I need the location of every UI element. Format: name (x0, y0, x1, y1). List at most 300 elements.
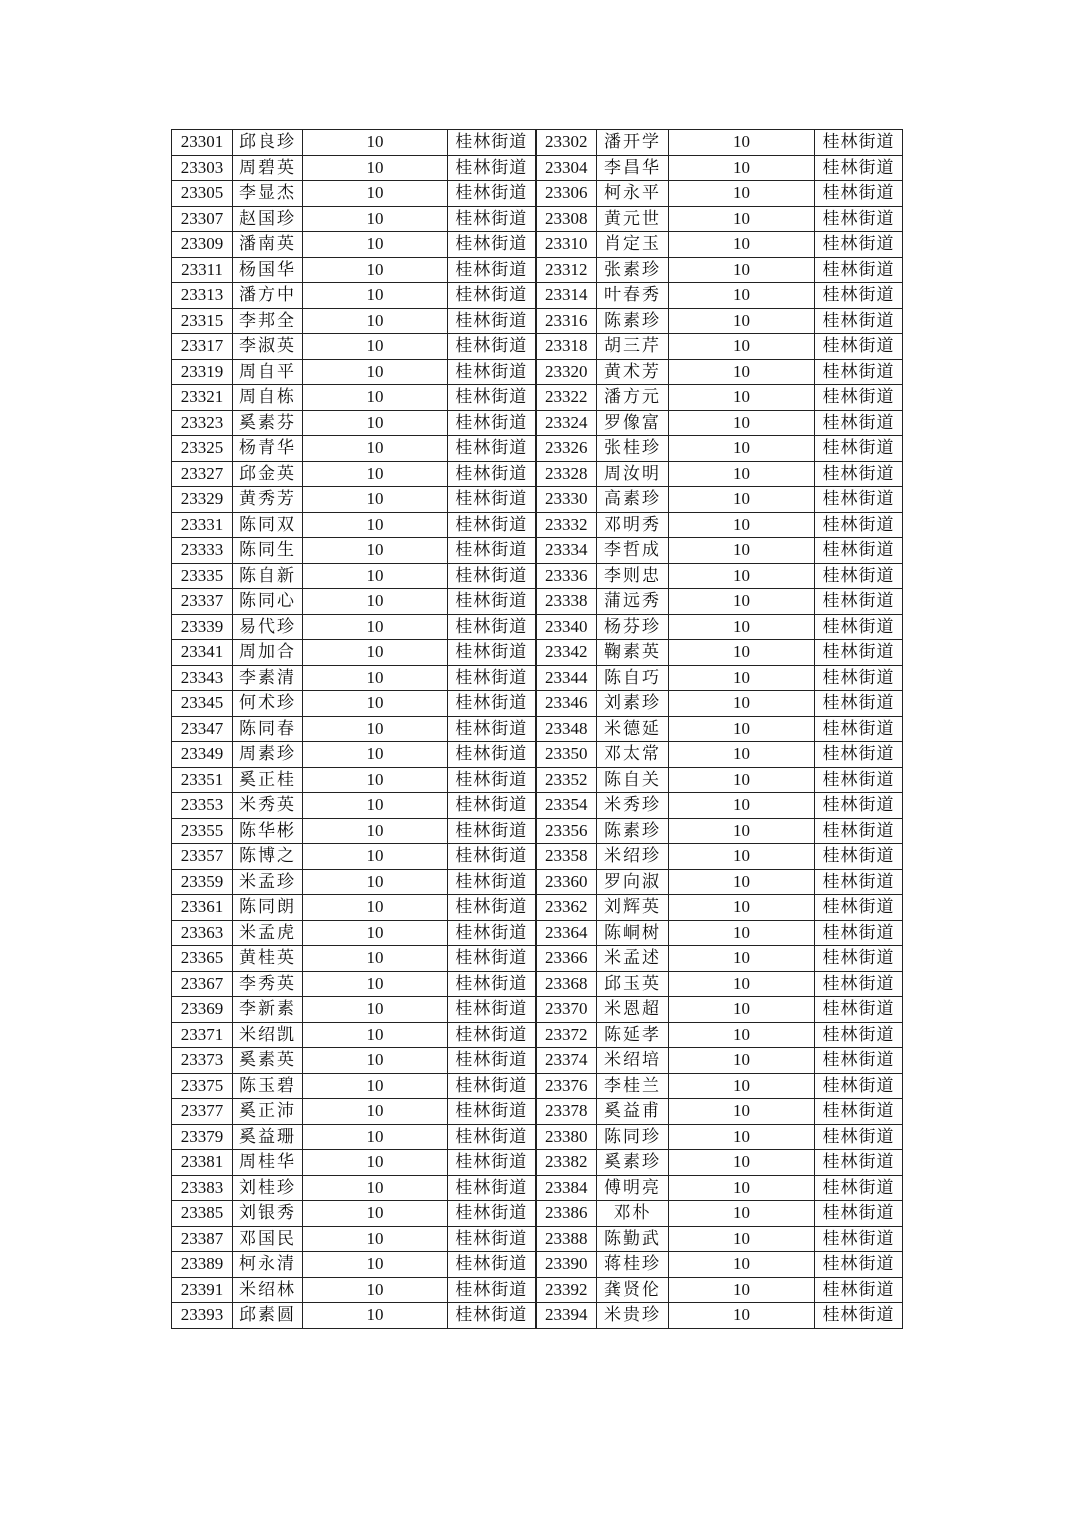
right-name-cell: 米秀珍 (597, 793, 669, 819)
table-row (172, 971, 903, 997)
left-id-cell: 23329 (172, 487, 233, 513)
left-amount-cell: 10 (303, 1277, 448, 1303)
left-name-cell: 陈玉碧 (233, 1073, 303, 1099)
left-name-cell: 李秀英 (233, 971, 303, 997)
roster-body (172, 130, 903, 1329)
left-amount-cell: 10 (303, 742, 448, 768)
right-amount-cell: 10 (669, 181, 815, 207)
left-name-cell: 陈博之 (233, 844, 303, 870)
left-amount-cell: 10 (303, 640, 448, 666)
left-id-cell: 23305 (172, 181, 233, 207)
left-id-cell: 23351 (172, 767, 233, 793)
right-place-cell: 桂林街道 (815, 793, 903, 819)
right-name-cell: 邓朴 (597, 1201, 669, 1227)
right-amount-cell: 10 (669, 665, 815, 691)
right-id-cell: 23336 (536, 563, 597, 589)
table-row (172, 334, 903, 360)
left-place-cell: 桂林街道 (448, 334, 536, 360)
left-amount-cell: 10 (303, 1124, 448, 1150)
right-name-cell: 米绍培 (597, 1048, 669, 1074)
left-id-cell: 23353 (172, 793, 233, 819)
left-place-cell: 桂林街道 (448, 971, 536, 997)
left-name-cell: 米秀英 (233, 793, 303, 819)
table-row (172, 1048, 903, 1074)
table-row (172, 1150, 903, 1176)
left-place-cell: 桂林街道 (448, 181, 536, 207)
right-id-cell: 23318 (536, 334, 597, 360)
left-name-cell: 潘南英 (233, 232, 303, 258)
left-name-cell: 奚素英 (233, 1048, 303, 1074)
right-name-cell: 鞠素英 (597, 640, 669, 666)
left-amount-cell: 10 (303, 130, 448, 156)
left-amount-cell: 10 (303, 410, 448, 436)
left-place-cell: 桂林街道 (448, 818, 536, 844)
left-place-cell: 桂林街道 (448, 920, 536, 946)
right-id-cell: 23310 (536, 232, 597, 258)
left-id-cell: 23373 (172, 1048, 233, 1074)
right-name-cell: 高素珍 (597, 487, 669, 513)
right-id-cell: 23356 (536, 818, 597, 844)
left-name-cell: 陈同春 (233, 716, 303, 742)
left-place-cell: 桂林街道 (448, 895, 536, 921)
left-id-cell: 23389 (172, 1252, 233, 1278)
right-name-cell: 黄术芳 (597, 359, 669, 385)
table-row (172, 1022, 903, 1048)
right-id-cell: 23376 (536, 1073, 597, 1099)
table-row (172, 767, 903, 793)
left-amount-cell: 10 (303, 563, 448, 589)
left-amount-cell: 10 (303, 844, 448, 870)
right-amount-cell: 10 (669, 1252, 815, 1278)
right-amount-cell: 10 (669, 385, 815, 411)
right-name-cell: 傅明亮 (597, 1175, 669, 1201)
right-place-cell: 桂林街道 (815, 257, 903, 283)
right-place-cell: 桂林街道 (815, 461, 903, 487)
left-name-cell: 易代珍 (233, 614, 303, 640)
left-place-cell: 桂林街道 (448, 1124, 536, 1150)
left-place-cell: 桂林街道 (448, 359, 536, 385)
left-amount-cell: 10 (303, 206, 448, 232)
left-id-cell: 23335 (172, 563, 233, 589)
right-amount-cell: 10 (669, 257, 815, 283)
right-amount-cell: 10 (669, 793, 815, 819)
right-place-cell: 桂林街道 (815, 640, 903, 666)
left-id-cell: 23337 (172, 589, 233, 615)
right-amount-cell: 10 (669, 563, 815, 589)
right-amount-cell: 10 (669, 538, 815, 564)
right-id-cell: 23338 (536, 589, 597, 615)
right-id-cell: 23348 (536, 716, 597, 742)
left-place-cell: 桂林街道 (448, 1048, 536, 1074)
right-place-cell: 桂林街道 (815, 1150, 903, 1176)
left-id-cell: 23311 (172, 257, 233, 283)
right-name-cell: 柯永平 (597, 181, 669, 207)
left-place-cell: 桂林街道 (448, 257, 536, 283)
left-name-cell: 李素清 (233, 665, 303, 691)
right-name-cell: 陈素珍 (597, 818, 669, 844)
left-name-cell: 李邦全 (233, 308, 303, 334)
right-id-cell: 23360 (536, 869, 597, 895)
left-name-cell: 米绍凯 (233, 1022, 303, 1048)
right-id-cell: 23332 (536, 512, 597, 538)
right-id-cell: 23340 (536, 614, 597, 640)
right-name-cell: 蒋桂珍 (597, 1252, 669, 1278)
right-name-cell: 罗向淑 (597, 869, 669, 895)
left-id-cell: 23307 (172, 206, 233, 232)
right-id-cell: 23384 (536, 1175, 597, 1201)
left-id-cell: 23357 (172, 844, 233, 870)
right-id-cell: 23324 (536, 410, 597, 436)
right-id-cell: 23374 (536, 1048, 597, 1074)
left-amount-cell: 10 (303, 181, 448, 207)
left-id-cell: 23347 (172, 716, 233, 742)
right-name-cell: 奚素珍 (597, 1150, 669, 1176)
right-name-cell: 陈自巧 (597, 665, 669, 691)
left-place-cell: 桂林街道 (448, 589, 536, 615)
left-place-cell: 桂林街道 (448, 997, 536, 1023)
right-name-cell: 潘方元 (597, 385, 669, 411)
left-amount-cell: 10 (303, 461, 448, 487)
right-name-cell: 邓明秀 (597, 512, 669, 538)
left-name-cell: 奚益珊 (233, 1124, 303, 1150)
left-amount-cell: 10 (303, 946, 448, 972)
left-amount-cell: 10 (303, 1303, 448, 1329)
right-name-cell: 罗像富 (597, 410, 669, 436)
left-place-cell: 桂林街道 (448, 410, 536, 436)
left-name-cell: 周碧英 (233, 155, 303, 181)
right-name-cell: 陈延孝 (597, 1022, 669, 1048)
left-amount-cell: 10 (303, 767, 448, 793)
table-row (172, 716, 903, 742)
right-id-cell: 23322 (536, 385, 597, 411)
right-amount-cell: 10 (669, 997, 815, 1023)
right-id-cell: 23388 (536, 1226, 597, 1252)
right-id-cell: 23314 (536, 283, 597, 309)
table-row (172, 946, 903, 972)
right-amount-cell: 10 (669, 1226, 815, 1252)
right-id-cell: 23382 (536, 1150, 597, 1176)
roster-table (171, 129, 903, 1329)
right-amount-cell: 10 (669, 359, 815, 385)
right-place-cell: 桂林街道 (815, 997, 903, 1023)
left-id-cell: 23383 (172, 1175, 233, 1201)
left-name-cell: 陈同生 (233, 538, 303, 564)
left-name-cell: 李新素 (233, 997, 303, 1023)
right-amount-cell: 10 (669, 1175, 815, 1201)
right-name-cell: 胡三芹 (597, 334, 669, 360)
left-name-cell: 杨青华 (233, 436, 303, 462)
right-amount-cell: 10 (669, 461, 815, 487)
left-id-cell: 23339 (172, 614, 233, 640)
right-name-cell: 邱玉英 (597, 971, 669, 997)
table-row (172, 1277, 903, 1303)
right-name-cell: 李昌华 (597, 155, 669, 181)
left-name-cell: 黄秀芳 (233, 487, 303, 513)
left-amount-cell: 10 (303, 1099, 448, 1125)
right-place-cell: 桂林街道 (815, 818, 903, 844)
left-id-cell: 23321 (172, 385, 233, 411)
left-id-cell: 23363 (172, 920, 233, 946)
left-place-cell: 桂林街道 (448, 308, 536, 334)
right-name-cell: 米绍珍 (597, 844, 669, 870)
left-place-cell: 桂林街道 (448, 691, 536, 717)
left-id-cell: 23375 (172, 1073, 233, 1099)
left-amount-cell: 10 (303, 793, 448, 819)
table-row (172, 130, 903, 156)
left-amount-cell: 10 (303, 589, 448, 615)
left-amount-cell: 10 (303, 1150, 448, 1176)
left-id-cell: 23325 (172, 436, 233, 462)
right-id-cell: 23346 (536, 691, 597, 717)
left-place-cell: 桂林街道 (448, 130, 536, 156)
right-amount-cell: 10 (669, 512, 815, 538)
right-place-cell: 桂林街道 (815, 1277, 903, 1303)
right-place-cell: 桂林街道 (815, 971, 903, 997)
left-amount-cell: 10 (303, 1201, 448, 1227)
left-id-cell: 23387 (172, 1226, 233, 1252)
right-name-cell: 李桂兰 (597, 1073, 669, 1099)
table-row (172, 487, 903, 513)
left-amount-cell: 10 (303, 334, 448, 360)
left-id-cell: 23319 (172, 359, 233, 385)
left-place-cell: 桂林街道 (448, 1201, 536, 1227)
left-name-cell: 邱良珍 (233, 130, 303, 156)
left-amount-cell: 10 (303, 716, 448, 742)
left-name-cell: 米孟珍 (233, 869, 303, 895)
left-name-cell: 何术珍 (233, 691, 303, 717)
left-amount-cell: 10 (303, 818, 448, 844)
table-row (172, 1175, 903, 1201)
right-id-cell: 23378 (536, 1099, 597, 1125)
right-place-cell: 桂林街道 (815, 1175, 903, 1201)
right-amount-cell: 10 (669, 1124, 815, 1150)
right-amount-cell: 10 (669, 971, 815, 997)
right-name-cell: 刘素珍 (597, 691, 669, 717)
right-place-cell: 桂林街道 (815, 487, 903, 513)
left-name-cell: 赵国珍 (233, 206, 303, 232)
left-id-cell: 23361 (172, 895, 233, 921)
right-name-cell: 李哲成 (597, 538, 669, 564)
right-name-cell: 周汝明 (597, 461, 669, 487)
right-amount-cell: 10 (669, 1303, 815, 1329)
left-name-cell: 陈同双 (233, 512, 303, 538)
left-name-cell: 米孟虎 (233, 920, 303, 946)
table-row (172, 436, 903, 462)
left-place-cell: 桂林街道 (448, 487, 536, 513)
right-name-cell: 米恩超 (597, 997, 669, 1023)
left-amount-cell: 10 (303, 155, 448, 181)
right-name-cell: 龚贤伦 (597, 1277, 669, 1303)
right-place-cell: 桂林街道 (815, 844, 903, 870)
left-id-cell: 23349 (172, 742, 233, 768)
table-row (172, 895, 903, 921)
left-amount-cell: 10 (303, 1226, 448, 1252)
left-amount-cell: 10 (303, 614, 448, 640)
right-amount-cell: 10 (669, 946, 815, 972)
left-id-cell: 23313 (172, 283, 233, 309)
table-row (172, 461, 903, 487)
right-name-cell: 陈峒树 (597, 920, 669, 946)
right-name-cell: 陈素珍 (597, 308, 669, 334)
right-id-cell: 23372 (536, 1022, 597, 1048)
left-name-cell: 柯永清 (233, 1252, 303, 1278)
left-name-cell: 邱素圆 (233, 1303, 303, 1329)
left-amount-cell: 10 (303, 487, 448, 513)
table-row (172, 410, 903, 436)
left-place-cell: 桂林街道 (448, 1150, 536, 1176)
right-place-cell: 桂林街道 (815, 665, 903, 691)
right-id-cell: 23304 (536, 155, 597, 181)
left-amount-cell: 10 (303, 257, 448, 283)
right-place-cell: 桂林街道 (815, 1073, 903, 1099)
left-name-cell: 周自栋 (233, 385, 303, 411)
left-place-cell: 桂林街道 (448, 461, 536, 487)
table-row (172, 385, 903, 411)
left-place-cell: 桂林街道 (448, 742, 536, 768)
table-row (172, 1303, 903, 1329)
right-amount-cell: 10 (669, 716, 815, 742)
right-place-cell: 桂林街道 (815, 1124, 903, 1150)
left-id-cell: 23343 (172, 665, 233, 691)
right-name-cell: 米孟述 (597, 946, 669, 972)
right-amount-cell: 10 (669, 920, 815, 946)
right-place-cell: 桂林街道 (815, 334, 903, 360)
right-id-cell: 23316 (536, 308, 597, 334)
right-name-cell: 张桂珍 (597, 436, 669, 462)
right-place-cell: 桂林街道 (815, 895, 903, 921)
right-id-cell: 23366 (536, 946, 597, 972)
left-id-cell: 23377 (172, 1099, 233, 1125)
right-amount-cell: 10 (669, 1099, 815, 1125)
left-place-cell: 桂林街道 (448, 1226, 536, 1252)
left-id-cell: 23317 (172, 334, 233, 360)
left-name-cell: 奚素芬 (233, 410, 303, 436)
table-row (172, 818, 903, 844)
left-id-cell: 23359 (172, 869, 233, 895)
right-id-cell: 23306 (536, 181, 597, 207)
right-place-cell: 桂林街道 (815, 1303, 903, 1329)
left-name-cell: 邓国民 (233, 1226, 303, 1252)
right-amount-cell: 10 (669, 767, 815, 793)
left-id-cell: 23365 (172, 946, 233, 972)
left-place-cell: 桂林街道 (448, 844, 536, 870)
right-place-cell: 桂林街道 (815, 946, 903, 972)
left-name-cell: 陈自新 (233, 563, 303, 589)
table-row (172, 206, 903, 232)
left-place-cell: 桂林街道 (448, 385, 536, 411)
left-place-cell: 桂林街道 (448, 563, 536, 589)
right-name-cell: 潘开学 (597, 130, 669, 156)
right-place-cell: 桂林街道 (815, 359, 903, 385)
left-id-cell: 23371 (172, 1022, 233, 1048)
right-name-cell: 邓太常 (597, 742, 669, 768)
right-amount-cell: 10 (669, 1150, 815, 1176)
right-name-cell: 肖定玉 (597, 232, 669, 258)
left-place-cell: 桂林街道 (448, 1175, 536, 1201)
right-place-cell: 桂林街道 (815, 716, 903, 742)
right-amount-cell: 10 (669, 1201, 815, 1227)
right-amount-cell: 10 (669, 1048, 815, 1074)
table-row (172, 691, 903, 717)
left-amount-cell: 10 (303, 436, 448, 462)
right-place-cell: 桂林街道 (815, 589, 903, 615)
right-id-cell: 23370 (536, 997, 597, 1023)
right-place-cell: 桂林街道 (815, 1022, 903, 1048)
table-row (172, 793, 903, 819)
left-name-cell: 刘桂珍 (233, 1175, 303, 1201)
right-id-cell: 23390 (536, 1252, 597, 1278)
right-amount-cell: 10 (669, 742, 815, 768)
left-name-cell: 奚正沛 (233, 1099, 303, 1125)
table-row (172, 1252, 903, 1278)
right-place-cell: 桂林街道 (815, 232, 903, 258)
right-id-cell: 23392 (536, 1277, 597, 1303)
left-id-cell: 23393 (172, 1303, 233, 1329)
left-place-cell: 桂林街道 (448, 1099, 536, 1125)
left-name-cell: 邱金英 (233, 461, 303, 487)
right-name-cell: 刘辉英 (597, 895, 669, 921)
right-place-cell: 桂林街道 (815, 767, 903, 793)
table-row (172, 640, 903, 666)
right-amount-cell: 10 (669, 487, 815, 513)
table-row (172, 614, 903, 640)
right-name-cell: 米德延 (597, 716, 669, 742)
right-amount-cell: 10 (669, 1277, 815, 1303)
table-row (172, 308, 903, 334)
right-name-cell: 蒲远秀 (597, 589, 669, 615)
left-name-cell: 李显杰 (233, 181, 303, 207)
left-amount-cell: 10 (303, 1022, 448, 1048)
right-amount-cell: 10 (669, 232, 815, 258)
right-place-cell: 桂林街道 (815, 181, 903, 207)
right-place-cell: 桂林街道 (815, 538, 903, 564)
table-row (172, 1201, 903, 1227)
left-id-cell: 23355 (172, 818, 233, 844)
table-row (172, 742, 903, 768)
right-id-cell: 23364 (536, 920, 597, 946)
right-id-cell: 23312 (536, 257, 597, 283)
right-place-cell: 桂林街道 (815, 869, 903, 895)
right-id-cell: 23302 (536, 130, 597, 156)
left-name-cell: 陈同心 (233, 589, 303, 615)
right-place-cell: 桂林街道 (815, 691, 903, 717)
table-row (172, 155, 903, 181)
table-row (172, 538, 903, 564)
left-amount-cell: 10 (303, 538, 448, 564)
left-amount-cell: 10 (303, 359, 448, 385)
table-row (172, 1124, 903, 1150)
table-row (172, 1073, 903, 1099)
right-name-cell: 张素珍 (597, 257, 669, 283)
left-amount-cell: 10 (303, 308, 448, 334)
left-amount-cell: 10 (303, 512, 448, 538)
left-place-cell: 桂林街道 (448, 946, 536, 972)
left-place-cell: 桂林街道 (448, 665, 536, 691)
left-id-cell: 23367 (172, 971, 233, 997)
left-id-cell: 23391 (172, 1277, 233, 1303)
right-id-cell: 23394 (536, 1303, 597, 1329)
left-place-cell: 桂林街道 (448, 1022, 536, 1048)
table-row (172, 997, 903, 1023)
left-name-cell: 周加合 (233, 640, 303, 666)
left-id-cell: 23323 (172, 410, 233, 436)
right-id-cell: 23320 (536, 359, 597, 385)
right-place-cell: 桂林街道 (815, 1099, 903, 1125)
left-id-cell: 23331 (172, 512, 233, 538)
left-place-cell: 桂林街道 (448, 232, 536, 258)
left-place-cell: 桂林街道 (448, 767, 536, 793)
right-name-cell: 黄元世 (597, 206, 669, 232)
